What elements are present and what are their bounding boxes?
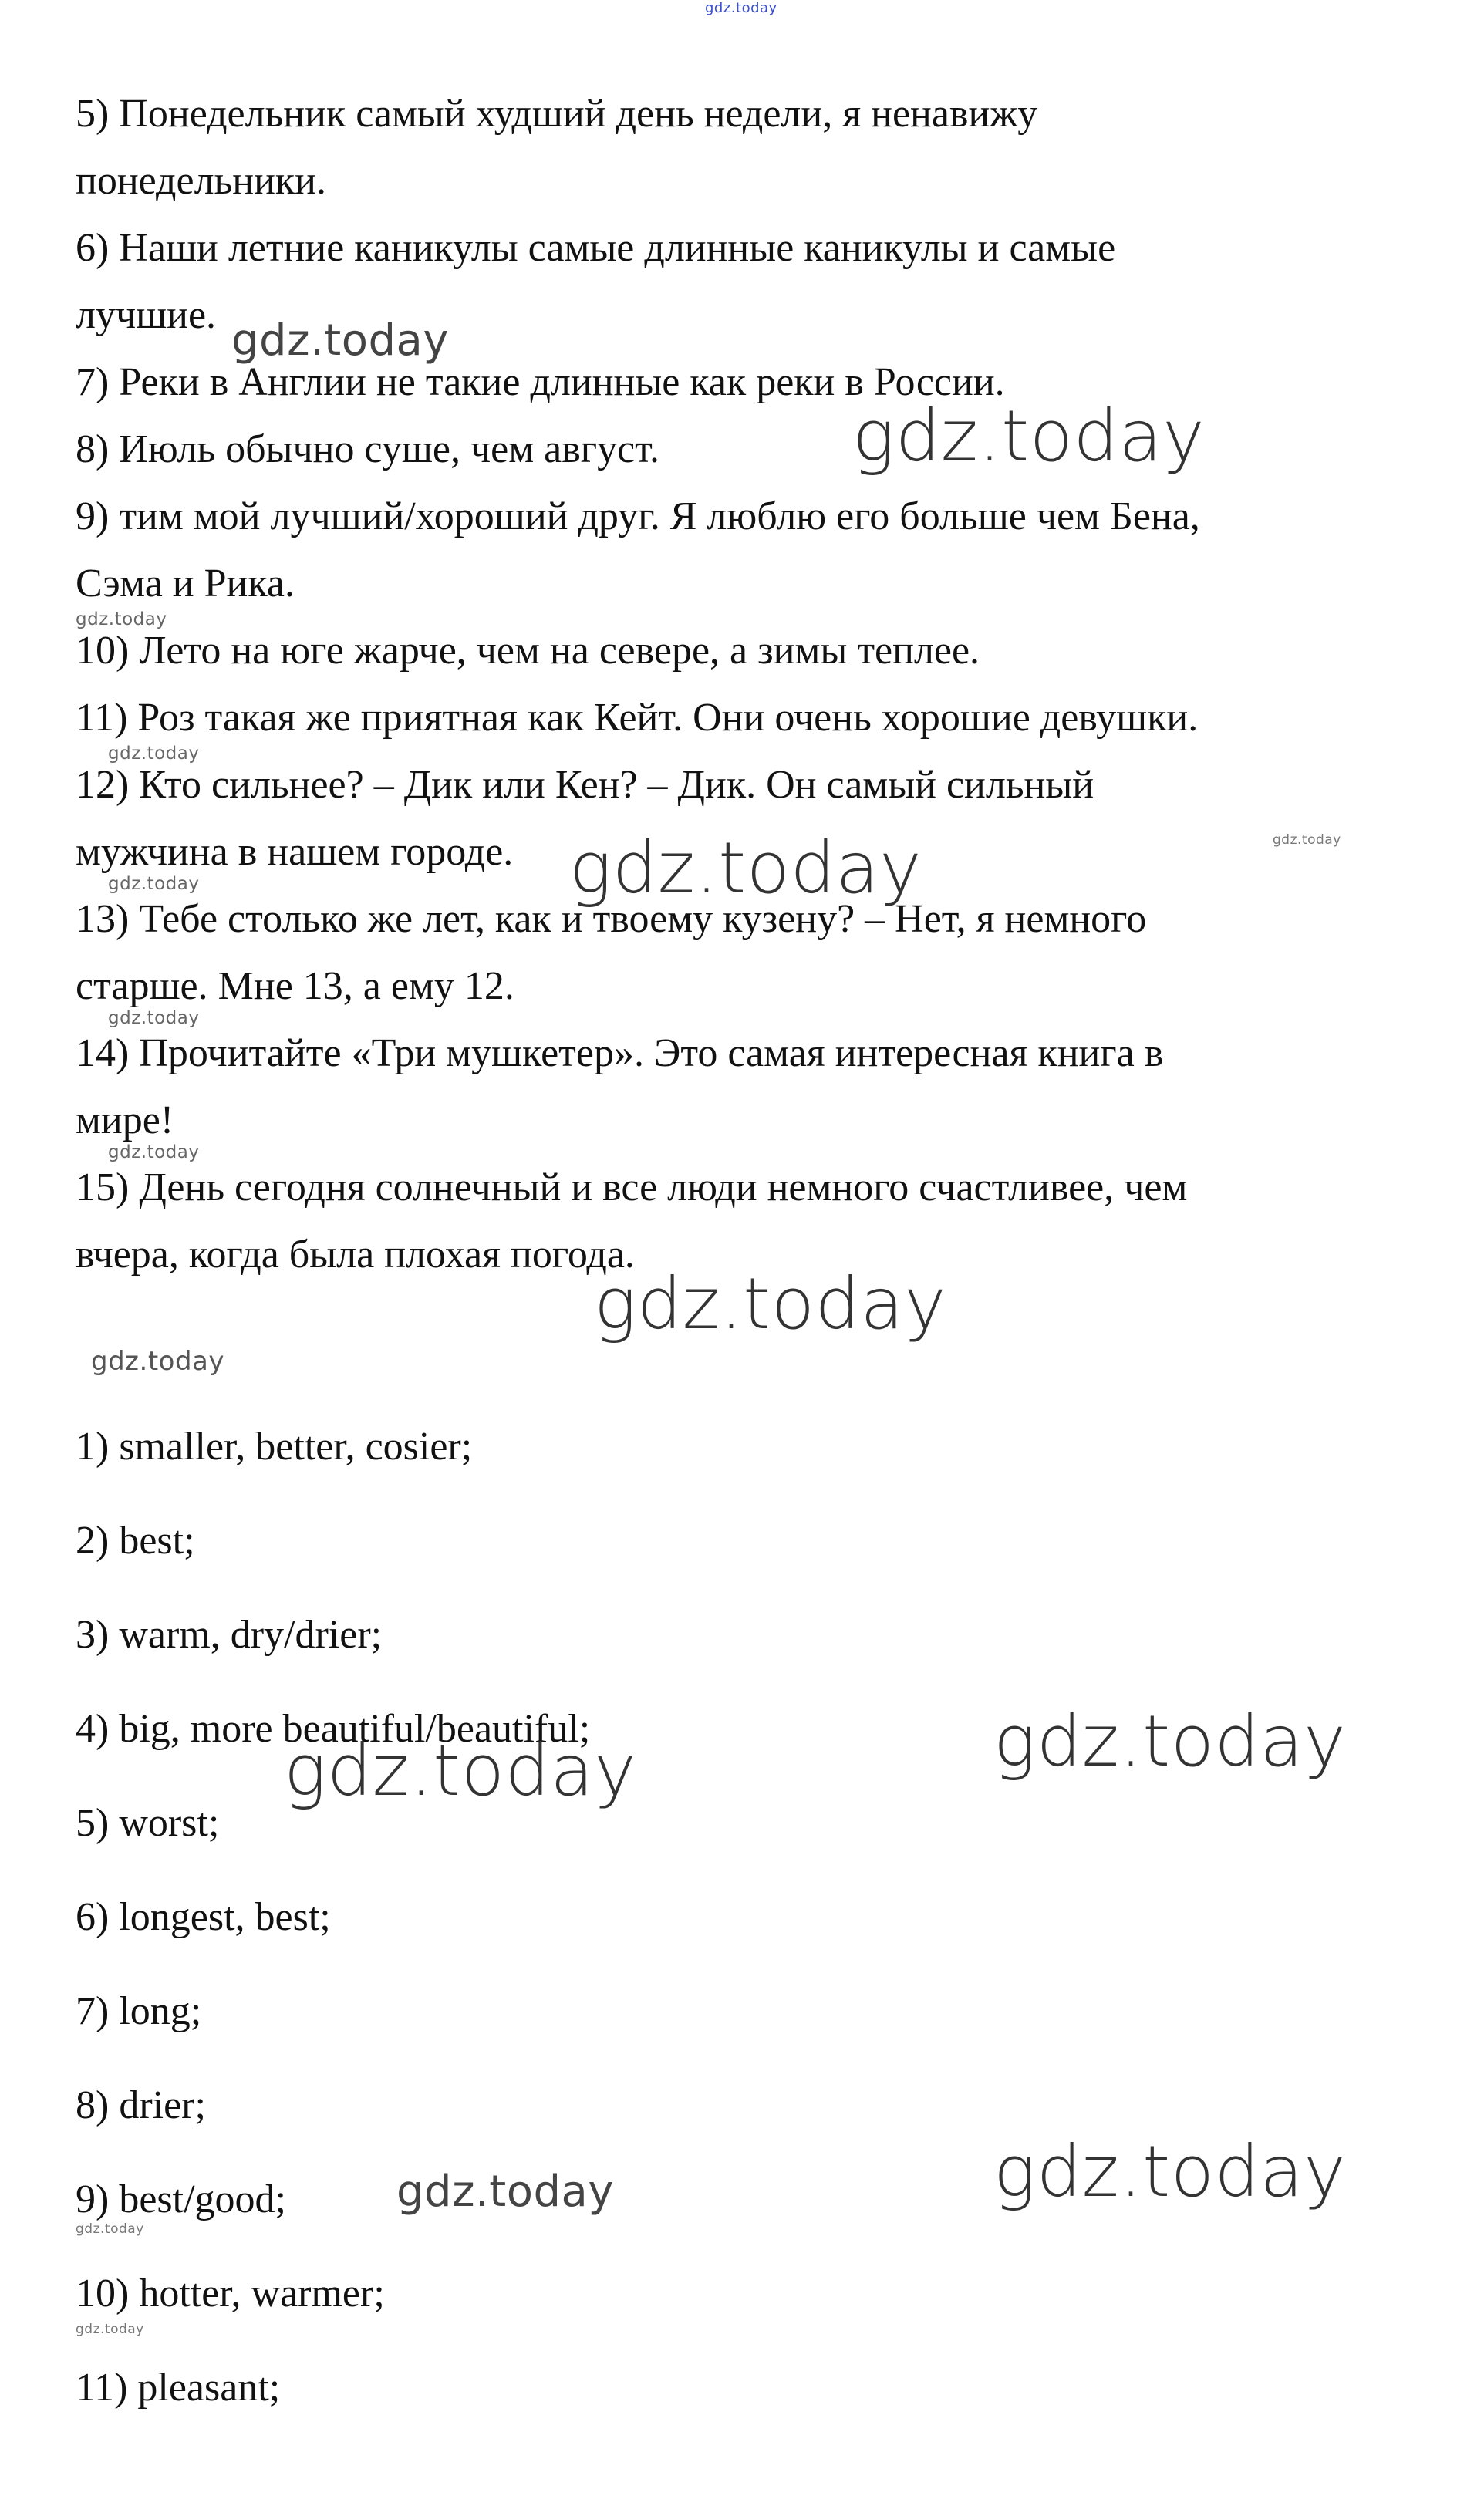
watermark: gdz.today	[284, 1729, 637, 1812]
watermark: gdz.today	[108, 1008, 200, 1028]
watermark: gdz.today	[108, 1142, 200, 1162]
watermark: gdz.today	[108, 874, 200, 894]
answer-line: 10) hotter, warmer;	[76, 2272, 385, 2315]
watermark: gdz.today	[76, 609, 167, 629]
answer-line: 3) warm, dry/drier;	[76, 1613, 383, 1657]
watermark: gdz.today	[993, 2130, 1347, 2213]
translation-line: Сэма и Рика.	[76, 562, 295, 605]
watermark: gdz.today	[594, 1263, 947, 1345]
translation-line: мире!	[76, 1098, 174, 1142]
translation-line: вчера, когда была плохая погода.	[76, 1233, 635, 1277]
watermark: gdz.today	[108, 744, 200, 764]
watermark: gdz.today	[852, 395, 1206, 477]
translation-line: 6) Наши летние каникулы самые длинные каникулы и самые	[76, 226, 1116, 270]
translation-line: 7) Реки в Англии не такие длинные как реки в России.	[76, 360, 1005, 404]
translation-line: 10) Лето на юге жарче, чем на севере, а зимы теплее.	[76, 629, 980, 673]
answer-line: 9) best/good;	[76, 2177, 286, 2221]
answer-line: 1) smaller, better, cosier;	[76, 1425, 473, 1469]
answer-line: 8) drier;	[76, 2083, 206, 2127]
watermark: gdz.today	[231, 315, 450, 366]
answer-line: 4) big, more beautiful/beautiful;	[76, 1707, 591, 1751]
watermark: gdz.today	[569, 827, 922, 909]
answer-line: 2) best;	[76, 1519, 195, 1563]
translation-line: 11) Роз такая же приятная как Кейт. Они очень хорошие девушки.	[76, 696, 1199, 740]
watermark: gdz.today	[705, 0, 777, 16]
answer-line: 7) long;	[76, 1989, 202, 2033]
watermark: gdz.today	[1273, 832, 1341, 848]
answer-line: 11) pleasant;	[76, 2366, 281, 2410]
watermark: gdz.today	[91, 1346, 224, 1377]
watermark: gdz.today	[993, 1700, 1347, 1783]
translation-line: 15) День сегодня солнечный и все люди немного счастливее, чем	[76, 1165, 1188, 1209]
translation-line: 5) Понедельник самый худший день недели, я ненавижу	[76, 92, 1038, 136]
translation-line: понедельники.	[76, 159, 326, 203]
answer-line: 6) longest, best;	[76, 1895, 331, 1939]
translation-line: мужчина в нашем городе.	[76, 830, 514, 874]
watermark: gdz.today	[396, 2167, 615, 2217]
watermark: gdz.today	[76, 2221, 144, 2237]
translation-line: 9) тим мой лучший/хороший друг. Я люблю его больше чем Бена,	[76, 494, 1200, 538]
translation-line: старше. Мне 13, а ему 12.	[76, 964, 514, 1008]
answer-line: 5) worst;	[76, 1801, 220, 1845]
translation-line: 14) Прочитайте «Три мушкетер». Это самая интересная книга в	[76, 1031, 1164, 1075]
translation-line: 13) Тебе столько же лет, как и твоему кузену? – Нет, я немного	[76, 897, 1147, 941]
translation-line: 8) Июль обычно суше, чем август.	[76, 427, 659, 471]
translation-line: лучшие.	[76, 293, 217, 337]
watermark: gdz.today	[76, 2322, 144, 2337]
translation-line: 12) Кто сильнее? – Дик или Кен? – Дик. Он самый сильный	[76, 763, 1094, 807]
